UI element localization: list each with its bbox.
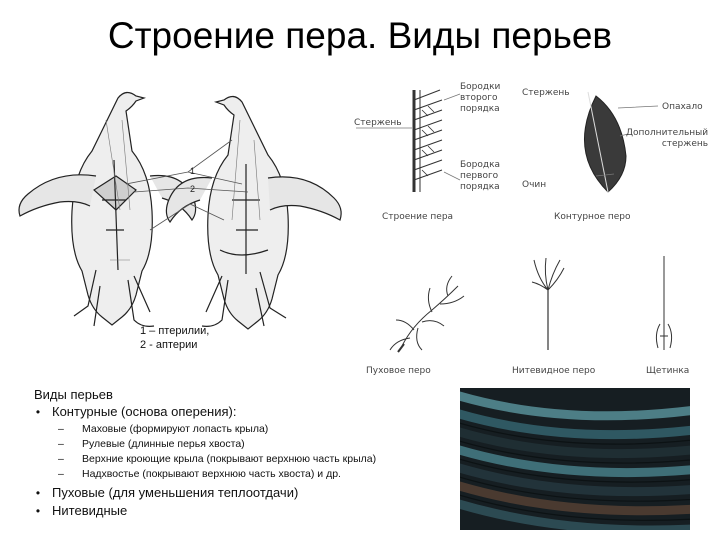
- caption-line-2: 2 - аптерии: [140, 339, 198, 351]
- birds-drawing: [10, 80, 350, 360]
- sub-list-item: – Маховые (формируют лопасть крыла): [58, 423, 269, 435]
- label-shaft: Стержень: [354, 118, 402, 128]
- label-rachis: Стержень: [522, 88, 570, 98]
- feather-photo-image: [460, 388, 690, 530]
- label-down: Пуховое перо: [366, 366, 431, 376]
- sub-list-item: – Верхние кроющие крыла (покрывают верхнюю часть крыла): [58, 453, 377, 465]
- label-structure: Строение пера: [382, 212, 454, 222]
- label-contour: Контурное перо: [554, 212, 631, 222]
- marker-1: 1: [190, 166, 196, 176]
- birds-caption: [140, 324, 270, 352]
- bullet-icon: •: [35, 486, 41, 500]
- sub-list-item: – Надхвостье (покрывают верхнюю часть хвоста) и др.: [58, 468, 341, 480]
- sub-list: [58, 422, 454, 482]
- birds-pterylae-illustration: [10, 80, 350, 360]
- label-barbs-second: Бородки второго порядка: [460, 82, 501, 114]
- marker-2: 2: [190, 184, 196, 194]
- label-filoplume: Нитевидное перо: [512, 366, 596, 376]
- list-item: • Пуховые (для уменьшения теплоотдачи): [24, 484, 454, 502]
- sub-list-item: – Рулевые (длинные перья хвоста): [58, 438, 245, 450]
- label-calamus: Очин: [522, 180, 547, 190]
- label-extra-shaft: Дополнительный стержень: [626, 128, 709, 149]
- feather-photo: [460, 388, 690, 530]
- caption-line-1: 1 – птерилии,: [140, 325, 210, 337]
- list-item: • Контурные (основа оперения):: [24, 403, 454, 421]
- bullet-icon: •: [35, 504, 41, 518]
- label-vane: Опахало: [662, 102, 703, 112]
- bullet-icon: •: [35, 405, 41, 419]
- label-bristle: Щетинка: [646, 366, 690, 376]
- feather-types-list: [24, 386, 454, 520]
- types-heading: Виды перьев: [34, 387, 113, 402]
- feather-types-illustration: [352, 80, 712, 380]
- label-barbs-first: Бородка первого порядка: [460, 160, 501, 192]
- list-item: • Нитевидные: [24, 502, 454, 520]
- slide-title: Строение пера. Виды перьев: [107, 15, 613, 56]
- feather-drawing: [352, 80, 712, 380]
